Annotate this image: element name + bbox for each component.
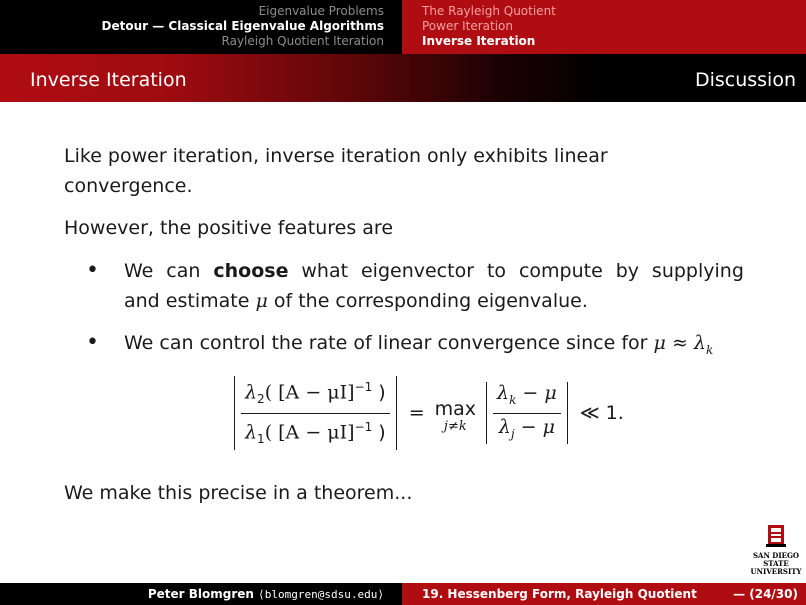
subsection-navigation [402, 0, 806, 54]
bullet-marker: • [86, 258, 99, 283]
paragraph-line: convergence. [64, 175, 193, 197]
section-navigation [0, 0, 402, 54]
frame-title: Inverse Iteration [30, 69, 187, 91]
paragraph-line: Like power iteration, inverse iteration only exhibits linear [64, 145, 608, 167]
max-operator: max j≠k [434, 398, 477, 434]
display-formula: $\frac{\lambda_2( [A - \mu I]^{-1} )}{\lambda_1( [A - \mu I]^{-1} )}$ = max j≠k $\frac{\lambda_k - \mu}{\lambda_j - \mu}$ ≪ 1. [228, 378, 624, 448]
footer-author-block [0, 583, 402, 605]
bullet-item-line: We can control the rate of linear convergence since for $\mu \approx \lambda_k$ [124, 332, 714, 357]
bullet-item-line: We can choose what eigenvector to compute by supplying [124, 256, 744, 286]
frame-label: Discussion [694, 69, 796, 91]
nav-section-eigenvalue-problems[interactable]: Eigenvalue Problems [258, 4, 384, 18]
footer [0, 583, 806, 605]
university-logo: SAN DIEGO STATE UNIVERSITY [746, 524, 806, 576]
university-seal-icon [765, 524, 787, 548]
paragraph-line: However, the positive features are [64, 217, 394, 239]
emphasis-choose: choose [213, 260, 289, 282]
nav-subsection-rayleigh-quotient[interactable]: The Rayleigh Quotient [422, 4, 556, 18]
bullet-item-line: and estimate μ of the corresponding eigenvalue. [124, 290, 588, 312]
footer-page-number: — (24/30) [733, 587, 798, 601]
nav-section-rqi[interactable]: Rayleigh Quotient Iteration [221, 34, 384, 48]
nav-section-detour[interactable]: Detour — Classical Eigenvalue Algorithms [101, 19, 384, 33]
top-navigation [0, 0, 806, 54]
paragraph-line: We make this precise in a theorem... [64, 482, 413, 504]
footer-title: 19. Hessenberg Form, Rayleigh Quotient [422, 587, 697, 601]
frame-title-bar [0, 54, 806, 102]
nav-subsection-inverse-iteration[interactable]: Inverse Iteration [422, 34, 536, 48]
footer-title-block [402, 583, 806, 605]
footer-email: ⟨blomgren@sdsu.edu⟩ [258, 588, 384, 601]
abs-ratio-right: $\frac{\lambda_k - \mu}{\lambda_j - \mu}$ [480, 380, 574, 447]
abs-ratio-left: $\frac{\lambda_2( [A - \mu I]^{-1} )}{\lambda_1( [A - \mu I]^{-1} )}$ [228, 374, 403, 451]
bullet-marker: • [86, 330, 99, 355]
footer-author: Peter Blomgren [147, 587, 254, 601]
nav-subsection-power-iteration[interactable]: Power Iteration [422, 19, 513, 33]
